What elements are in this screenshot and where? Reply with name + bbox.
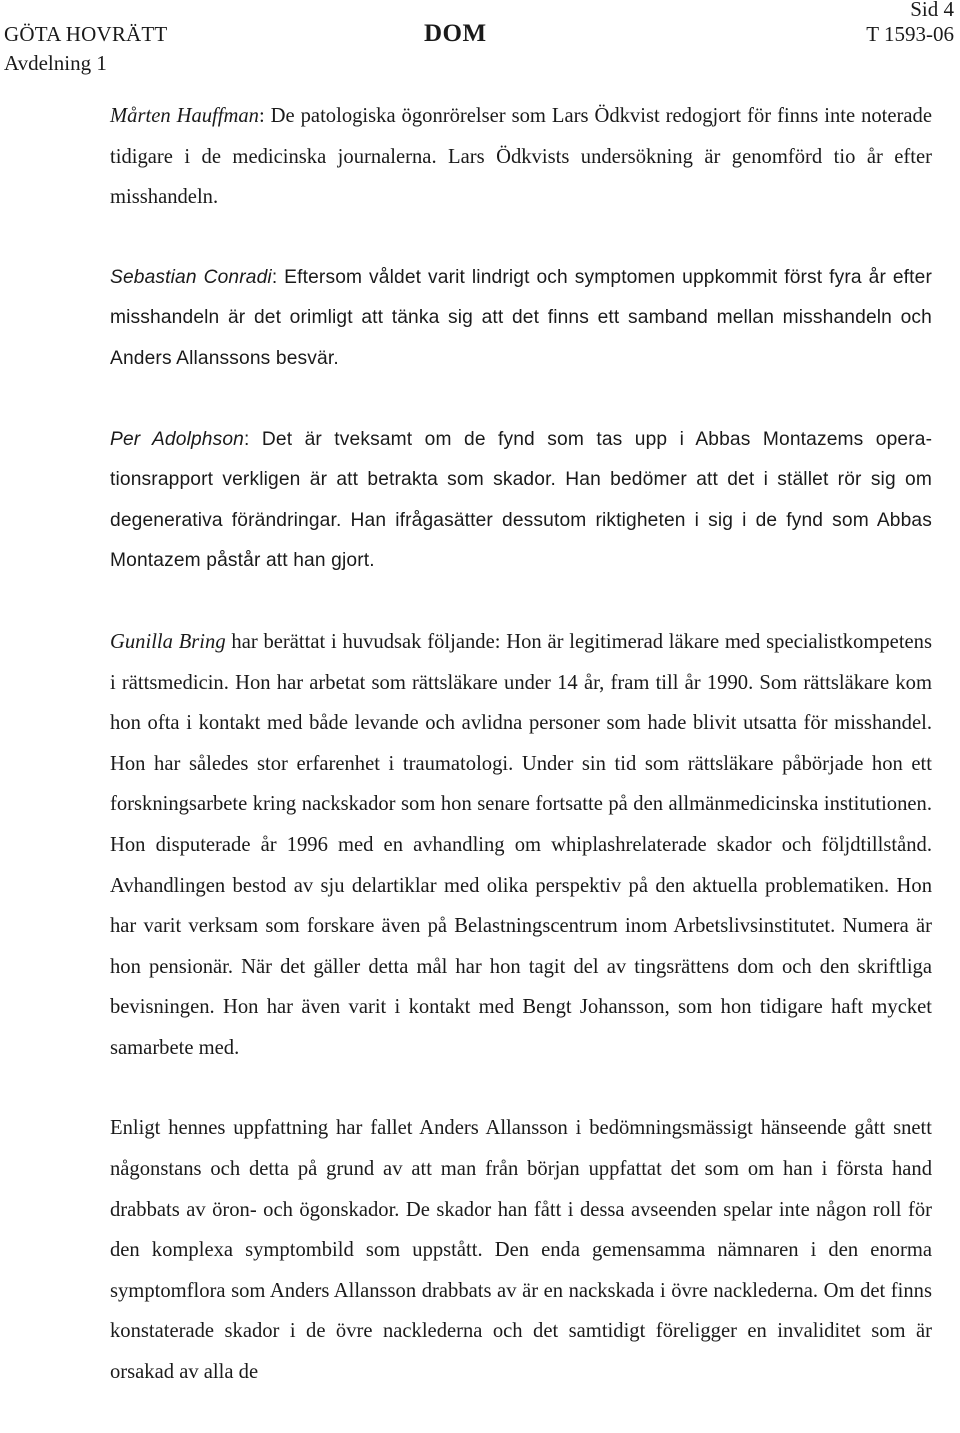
page-header bbox=[0, 0, 960, 80]
paragraph-hauffman bbox=[110, 96, 932, 218]
page-number: Sid 4 bbox=[910, 0, 954, 21]
document-type: DOM bbox=[424, 20, 487, 47]
speaker-name: Mårten Hauffman bbox=[110, 105, 259, 127]
document-body bbox=[110, 96, 932, 1433]
division-name: Avdelning 1 bbox=[4, 51, 107, 75]
paragraph-text: har berättat i huvudsak följande: Hon är legitimerad läkare med specialistkompetens i rättsmedicin. Hon har arbetat som rättsläkare under 14 år, fram till år 1990. Som rättsläkare kom hon ofta i kontakt med både levande och avlidna personer som hade blivit utsatta för misshandel. Hon har således stor erfarenhet i traumatologi. Under sin tid som rättsläkare påbörjade hon ett forskningsarbete kring nackskador som hon senare fortsatte på den allmänmedicinska institutionen. Hon disputerade år 1996 med en avhandling om whiplashrelaterade skador och följdtillstånd. Avhandlingen bestod av sju delartiklar med olika perspektiv på den aktuella problematiken. Hon har varit verksam som forskare även på Belastningscentrum inom Arbetslivsinstitutet. Numera är hon pensionär. När det gäller detta mål har hon tagit del av tingsrättens dom och den skriftliga bevisningen. Hon har även varit i kontakt med Bengt Johansson, som hon tidigare haft mycket samarbete med. bbox=[110, 630, 932, 1059]
paragraph-text: : Eftersom våldet varit lindrigt och symptomen uppkommit först fyra år efter misshandeln är det orimligt att tänka sig att det finns ett samband mellan misshandeln och Anders Allanssons besvär. bbox=[110, 266, 933, 369]
speaker-name: Per Adolphson bbox=[110, 428, 245, 450]
paragraph-bring bbox=[110, 622, 932, 1069]
paragraph-text: Enligt hennes uppfattning har fallet Anders Allansson i bedömningsmässigt hänseende gått snett någonstans och detta på grund av att man från början uppfattat det som om han i första hand drabbats av öron- och ögonskador. De skador han fått i dessa avseenden spelar inte någon roll för den komplexa symptombild som uppstått. Den enda gemensamma nämnaren i den enorma symptomflora som Anders Allansson drabbats av är en nackskada i övre nacklederna. Om det finns konstaterade skador i de övre nacklederna och det samtidigt föreligger en invaliditet som är orsakad av alla de bbox=[110, 1117, 932, 1384]
paragraph-opinion bbox=[110, 1108, 932, 1392]
paragraph-text: : Det är tveksamt om de fynd som tas upp i Abbas Montazems operationsrapport verkligen är att betrakta som skador. Han bedömer att det i stället rör sig om degenerativa förändringar. Han ifrågasätter dessutom riktigheten i sig i de fynd som Abbas Montazem påstår att han gjort. bbox=[110, 428, 932, 572]
speaker-name: Gunilla Bring bbox=[110, 630, 226, 653]
paragraph-text: : De patologiska ögonrörelser som Lars Ödkvist redogjort för finns inte noterade tidigare i de medicinska journalerna. Lars Ödkvists undersökning är genomförd tio år efter misshandeln. bbox=[110, 105, 932, 209]
speaker-name: Sebastian Conradi bbox=[110, 266, 272, 288]
case-number: T 1593-06 bbox=[866, 22, 954, 46]
paragraph-conradi bbox=[110, 258, 932, 380]
court-name: GÖTA HOVRÄTT bbox=[4, 22, 168, 46]
paragraph-adolphson bbox=[110, 420, 932, 582]
